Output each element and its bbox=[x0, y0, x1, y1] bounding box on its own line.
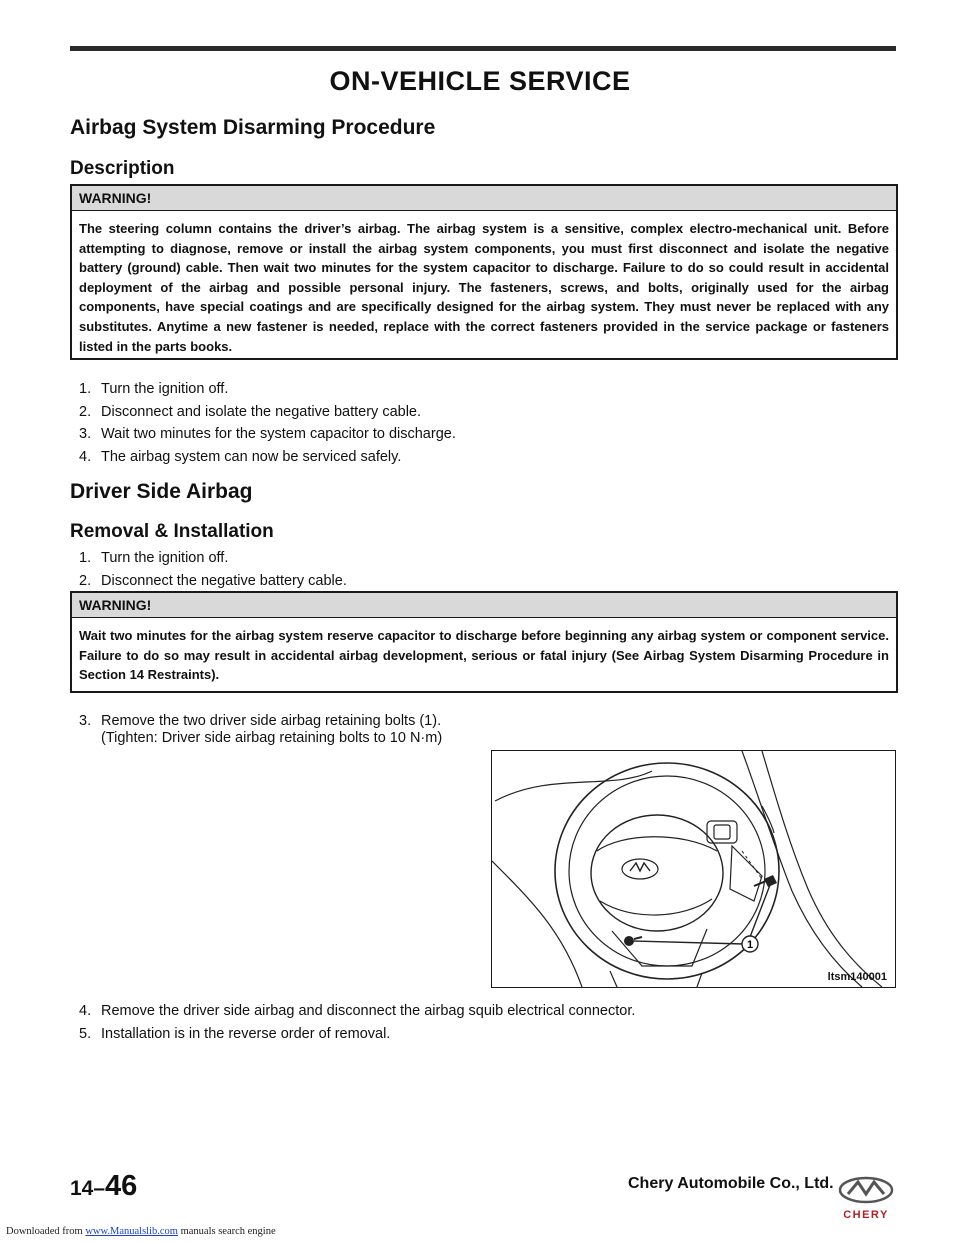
list-item: 1. Turn the ignition off. bbox=[79, 381, 229, 397]
brand-text: CHERY bbox=[843, 1209, 889, 1221]
warning-text: The steering column contains the driver’s airbag. The airbag system is a sensitive, complex electro-mechanical unit. Before attempting to diagnose, remove or install the airbag system components, you must first disconnect and isolate the negative battery (ground) cable. Then wait two minutes for the system capacitor to discharge. Failure to do so could result in accidental deployment of the airbag and possible personal injury. The fasteners, screws, and bolts, originally used for the airbag components, have special coatings and are specifically designed for the airbag system. They must never be replaced with any substitutes. Anytime a new fastener is needed, replace with the correct fasteners provided in the service package or fasteners listed in the parts books. bbox=[79, 221, 889, 354]
list-item: 4. The airbag system can now be serviced safely. bbox=[79, 448, 402, 465]
removal-steps-before bbox=[79, 547, 347, 592]
airbag-logo-icon bbox=[622, 859, 658, 879]
steering-wheel-illustration bbox=[492, 751, 895, 987]
section-heading-driver-airbag: Driver Side Airbag bbox=[70, 480, 253, 503]
warning-box-removal bbox=[70, 591, 898, 693]
list-item: 4. Remove the driver side airbag and disconnect the airbag squib electrical connector. bbox=[79, 1003, 636, 1019]
download-note: Downloaded from www.Manualslib.com manuals search engine bbox=[6, 1226, 276, 1237]
subheading-removal-installation: Removal & Installation bbox=[70, 521, 274, 542]
top-rule bbox=[70, 46, 896, 51]
list-item: 1. Turn the ignition off. bbox=[79, 550, 229, 566]
removal-steps-after bbox=[79, 1000, 635, 1045]
page-title: ON-VEHICLE SERVICE bbox=[329, 66, 631, 96]
page-number: 14–46 bbox=[70, 1170, 138, 1202]
callout-number: 1 bbox=[746, 939, 754, 951]
warning-text: Wait two minutes for the airbag system reserve capacitor to discharge before beginning any airbag system or component service. Failure to do so may result in accidental airbag development, serious or fatal injury (See Airbag System Disarming Procedure in Section 14 Restraints). bbox=[79, 628, 889, 683]
subheading-description: Description bbox=[70, 158, 175, 179]
list-item: 2. Disconnect the negative battery cable. bbox=[79, 572, 347, 589]
warning-label: WARNING! bbox=[72, 593, 896, 618]
list-item: 2. Disconnect and isolate the negative battery cable. bbox=[79, 403, 422, 420]
step-3: 3. Remove the two driver side airbag retaining bolts (1). (Tighten: Driver side airbag retaining bolts to 10 N·m) bbox=[79, 713, 443, 746]
retaining-bolt-icon bbox=[754, 875, 777, 887]
figure-code: ltsm140001 bbox=[827, 971, 887, 983]
steering-wheel-figure bbox=[491, 750, 896, 988]
warning-box-disarming bbox=[70, 184, 898, 360]
company-name: Chery Automobile Co., Ltd. bbox=[628, 1175, 834, 1192]
disarming-steps bbox=[79, 378, 456, 468]
list-item: 5. Installation is in the reverse order of removal. bbox=[79, 1025, 391, 1042]
chery-logo-icon bbox=[836, 1172, 896, 1222]
list-item: 3. Wait two minutes for the system capacitor to discharge. bbox=[79, 426, 456, 442]
warning-label: WARNING! bbox=[72, 186, 896, 211]
manualslib-link[interactable]: www.Manualslib.com bbox=[85, 1226, 178, 1237]
section-heading-disarming: Airbag System Disarming Procedure bbox=[70, 116, 436, 139]
